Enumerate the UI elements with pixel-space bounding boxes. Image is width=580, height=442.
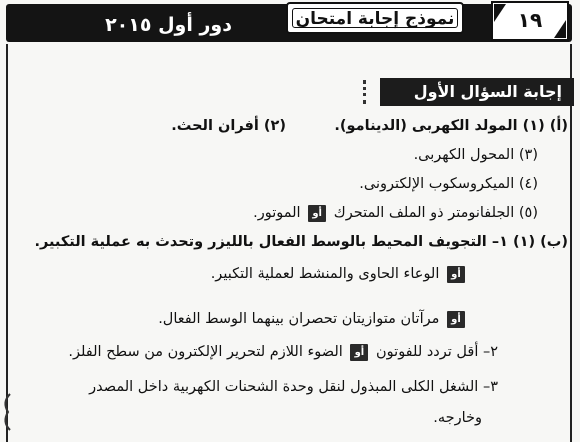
answer-b2 — [68, 340, 498, 364]
answer-a2: (٢) أفران الحث. — [171, 118, 286, 134]
answer-a5-text: (٥) الجلفانومتر ذو الملف المتحرك — [333, 205, 538, 221]
answer-b1: (ب) (١) ١– التجويف المحيط بالوسط الفعال بالليزر وتحدث به عملية التكبير. — [34, 234, 568, 250]
answer-b1-alt1-text: الوعاء الحاوى والمنشط لعملية التكبير. — [210, 266, 440, 282]
answer-b1-alt2 — [158, 307, 468, 331]
or-badge: أو — [447, 266, 465, 283]
exam-number: ١٩ — [517, 8, 543, 32]
answer-a4: (٤) الميكروسكوب الإلكترونى. — [359, 176, 538, 192]
or-badge: أو — [350, 344, 368, 361]
section-title: إجابة السؤال الأول — [380, 78, 574, 106]
answer-a5 — [253, 201, 538, 225]
answer-b2-alt: الضوء اللازم لتحرير الإلكترون من سطح الفلز. — [68, 344, 343, 360]
model-answer-tab — [286, 2, 464, 34]
exam-number-badge — [490, 0, 570, 42]
exam-session-year: دور أول ٢٠١٥ — [105, 14, 232, 36]
model-answer-title: نموذج إجابة امتحان — [292, 8, 458, 28]
or-badge: أو — [447, 311, 465, 328]
answer-b1-alt1 — [211, 262, 468, 286]
brace-decoration-icon — [0, 392, 12, 432]
answer-a5-alt: الموتور. — [253, 205, 301, 221]
answer-b1-alt2-text: مرآتان متوازيتان تحصران بينهما الوسط الفعال. — [158, 311, 440, 327]
answer-a3: (٣) المحول الكهربى. — [413, 147, 538, 163]
section-dots-decoration — [363, 80, 380, 104]
or-badge: أو — [308, 205, 326, 222]
answer-b3-cont: وخارجه. — [433, 410, 482, 426]
answer-b3: ٣– الشغل الكلى المبذول لنقل وحدة الشحنات الكهربية داخل المصدر — [89, 379, 498, 395]
answer-b2-text: ٢– أقل تردد للفوتون — [376, 344, 498, 360]
answer-a1: (أ) (١) المولد الكهربى (الدينامو). — [334, 118, 568, 134]
